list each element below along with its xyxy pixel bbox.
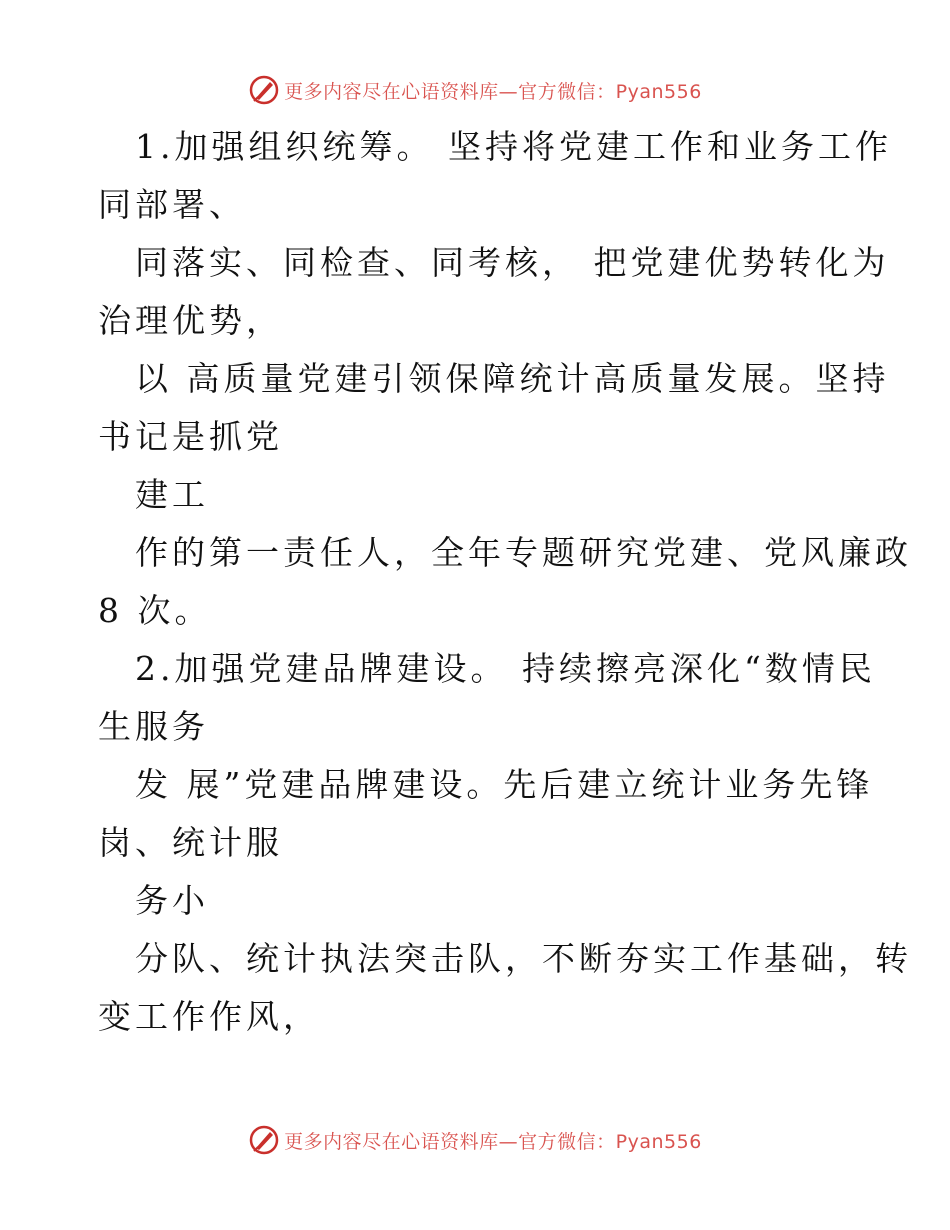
text-line: 建工 bbox=[135, 475, 209, 514]
text-line: 书记是抓党 bbox=[98, 417, 283, 456]
feather-pen-logo-icon bbox=[248, 74, 280, 106]
text-line: 分队、统计执法突击队，不断夯实工作基础，转 bbox=[135, 939, 912, 978]
text-line: 以 高质量党建引领保障统计高质量发展。坚持 bbox=[135, 359, 890, 398]
header-watermark bbox=[0, 70, 950, 110]
text-line: 务小 bbox=[135, 881, 209, 920]
text-line: 岗、统计服 bbox=[98, 823, 283, 862]
text-line: 治理优势， bbox=[98, 301, 283, 340]
text-line: 8 次。 bbox=[98, 591, 212, 630]
watermark-text: 更多内容尽在心语资料库—官方微信：Pyan556 bbox=[284, 1130, 702, 1153]
feather-pen-logo-icon bbox=[248, 1124, 280, 1156]
text-line: 变工作作风， bbox=[98, 997, 320, 1036]
text-line: 1.加强组织统筹。 坚持将党建工作和业务工作 bbox=[135, 127, 892, 166]
text-line: 发 展”党建品牌建设。先后建立统计业务先锋 bbox=[135, 765, 874, 804]
text-line: 同落实、同检查、同考核， 把党建优势转化为 bbox=[135, 243, 890, 282]
text-line: 作的第一责任人，全年专题研究党建、党风廉政 bbox=[135, 533, 912, 572]
footer-watermark bbox=[0, 1120, 950, 1160]
text-line: 生服务 bbox=[98, 707, 209, 746]
watermark-text: 更多内容尽在心语资料库—官方微信：Pyan556 bbox=[284, 80, 702, 103]
text-line: 同部署、 bbox=[98, 185, 246, 224]
text-line: 2.加强党建品牌建设。 持续擦亮深化“数情民 bbox=[135, 649, 876, 688]
